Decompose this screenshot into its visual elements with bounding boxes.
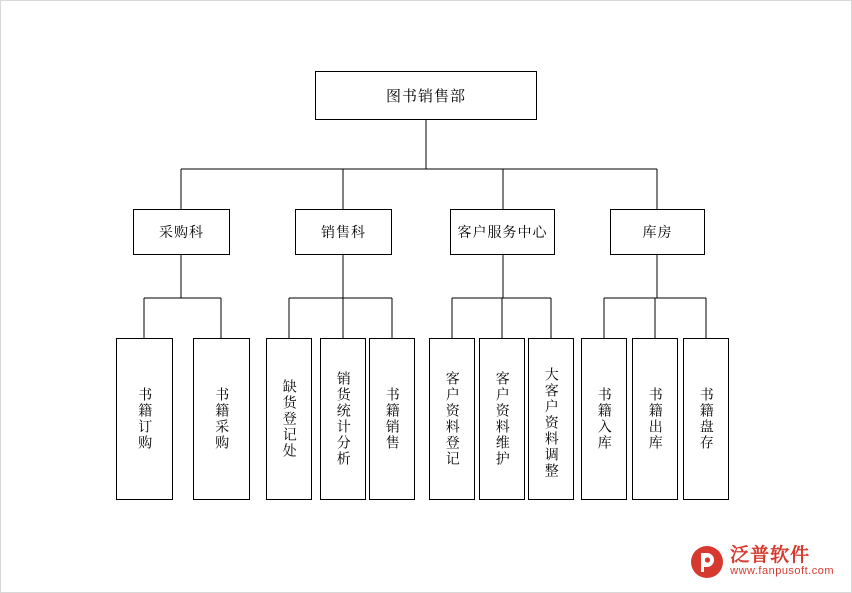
node-leaf-label: 销货统计分析 <box>335 371 352 467</box>
node-department-sales <box>295 209 392 255</box>
node-leaf-customer-registration <box>429 338 475 500</box>
node-leaf-label: 书籍出库 <box>647 387 664 451</box>
node-leaf-stockout-registration <box>266 338 312 500</box>
node-leaf-book-sales <box>369 338 415 500</box>
node-leaf-key-account-adjustment <box>528 338 574 500</box>
node-department-procurement <box>133 209 230 255</box>
node-leaf-label: 客户资料登记 <box>444 371 461 467</box>
watermark-brand: 泛普软件 <box>730 545 811 567</box>
node-leaf-book-inventory <box>683 338 729 500</box>
node-department-warehouse <box>610 209 705 255</box>
node-leaf-book-outbound <box>632 338 678 500</box>
node-leaf-label: 书籍盘存 <box>698 387 715 451</box>
node-department-customer-service <box>450 209 555 255</box>
node-root-label: 图书销售部 <box>385 88 466 105</box>
node-leaf-label: 缺货登记处 <box>281 379 298 459</box>
node-leaf-label: 书籍入库 <box>596 387 613 451</box>
node-leaf-label: 书籍订购 <box>137 387 154 451</box>
fanpu-logo-icon <box>690 545 724 579</box>
node-leaf-label: 大客户资料调整 <box>543 366 560 479</box>
watermark <box>690 545 834 579</box>
node-department-label: 库房 <box>642 224 673 240</box>
node-leaf-book-purchase <box>193 338 250 500</box>
node-leaf-sales-statistics <box>320 338 366 500</box>
node-leaf-book-order <box>116 338 173 500</box>
watermark-url: www.fanpusoft.com <box>730 565 834 578</box>
node-department-label: 客户服务中心 <box>457 224 548 240</box>
node-root <box>315 71 537 120</box>
node-leaf-label: 书籍采购 <box>214 387 231 451</box>
node-leaf-label: 书籍销售 <box>384 387 401 451</box>
node-department-label: 销售科 <box>321 224 366 240</box>
watermark-text <box>730 546 834 577</box>
node-leaf-label: 客户资料维护 <box>494 371 511 467</box>
node-department-label: 采购科 <box>159 224 204 240</box>
node-leaf-customer-maintenance <box>479 338 525 500</box>
node-leaf-book-inbound <box>581 338 627 500</box>
